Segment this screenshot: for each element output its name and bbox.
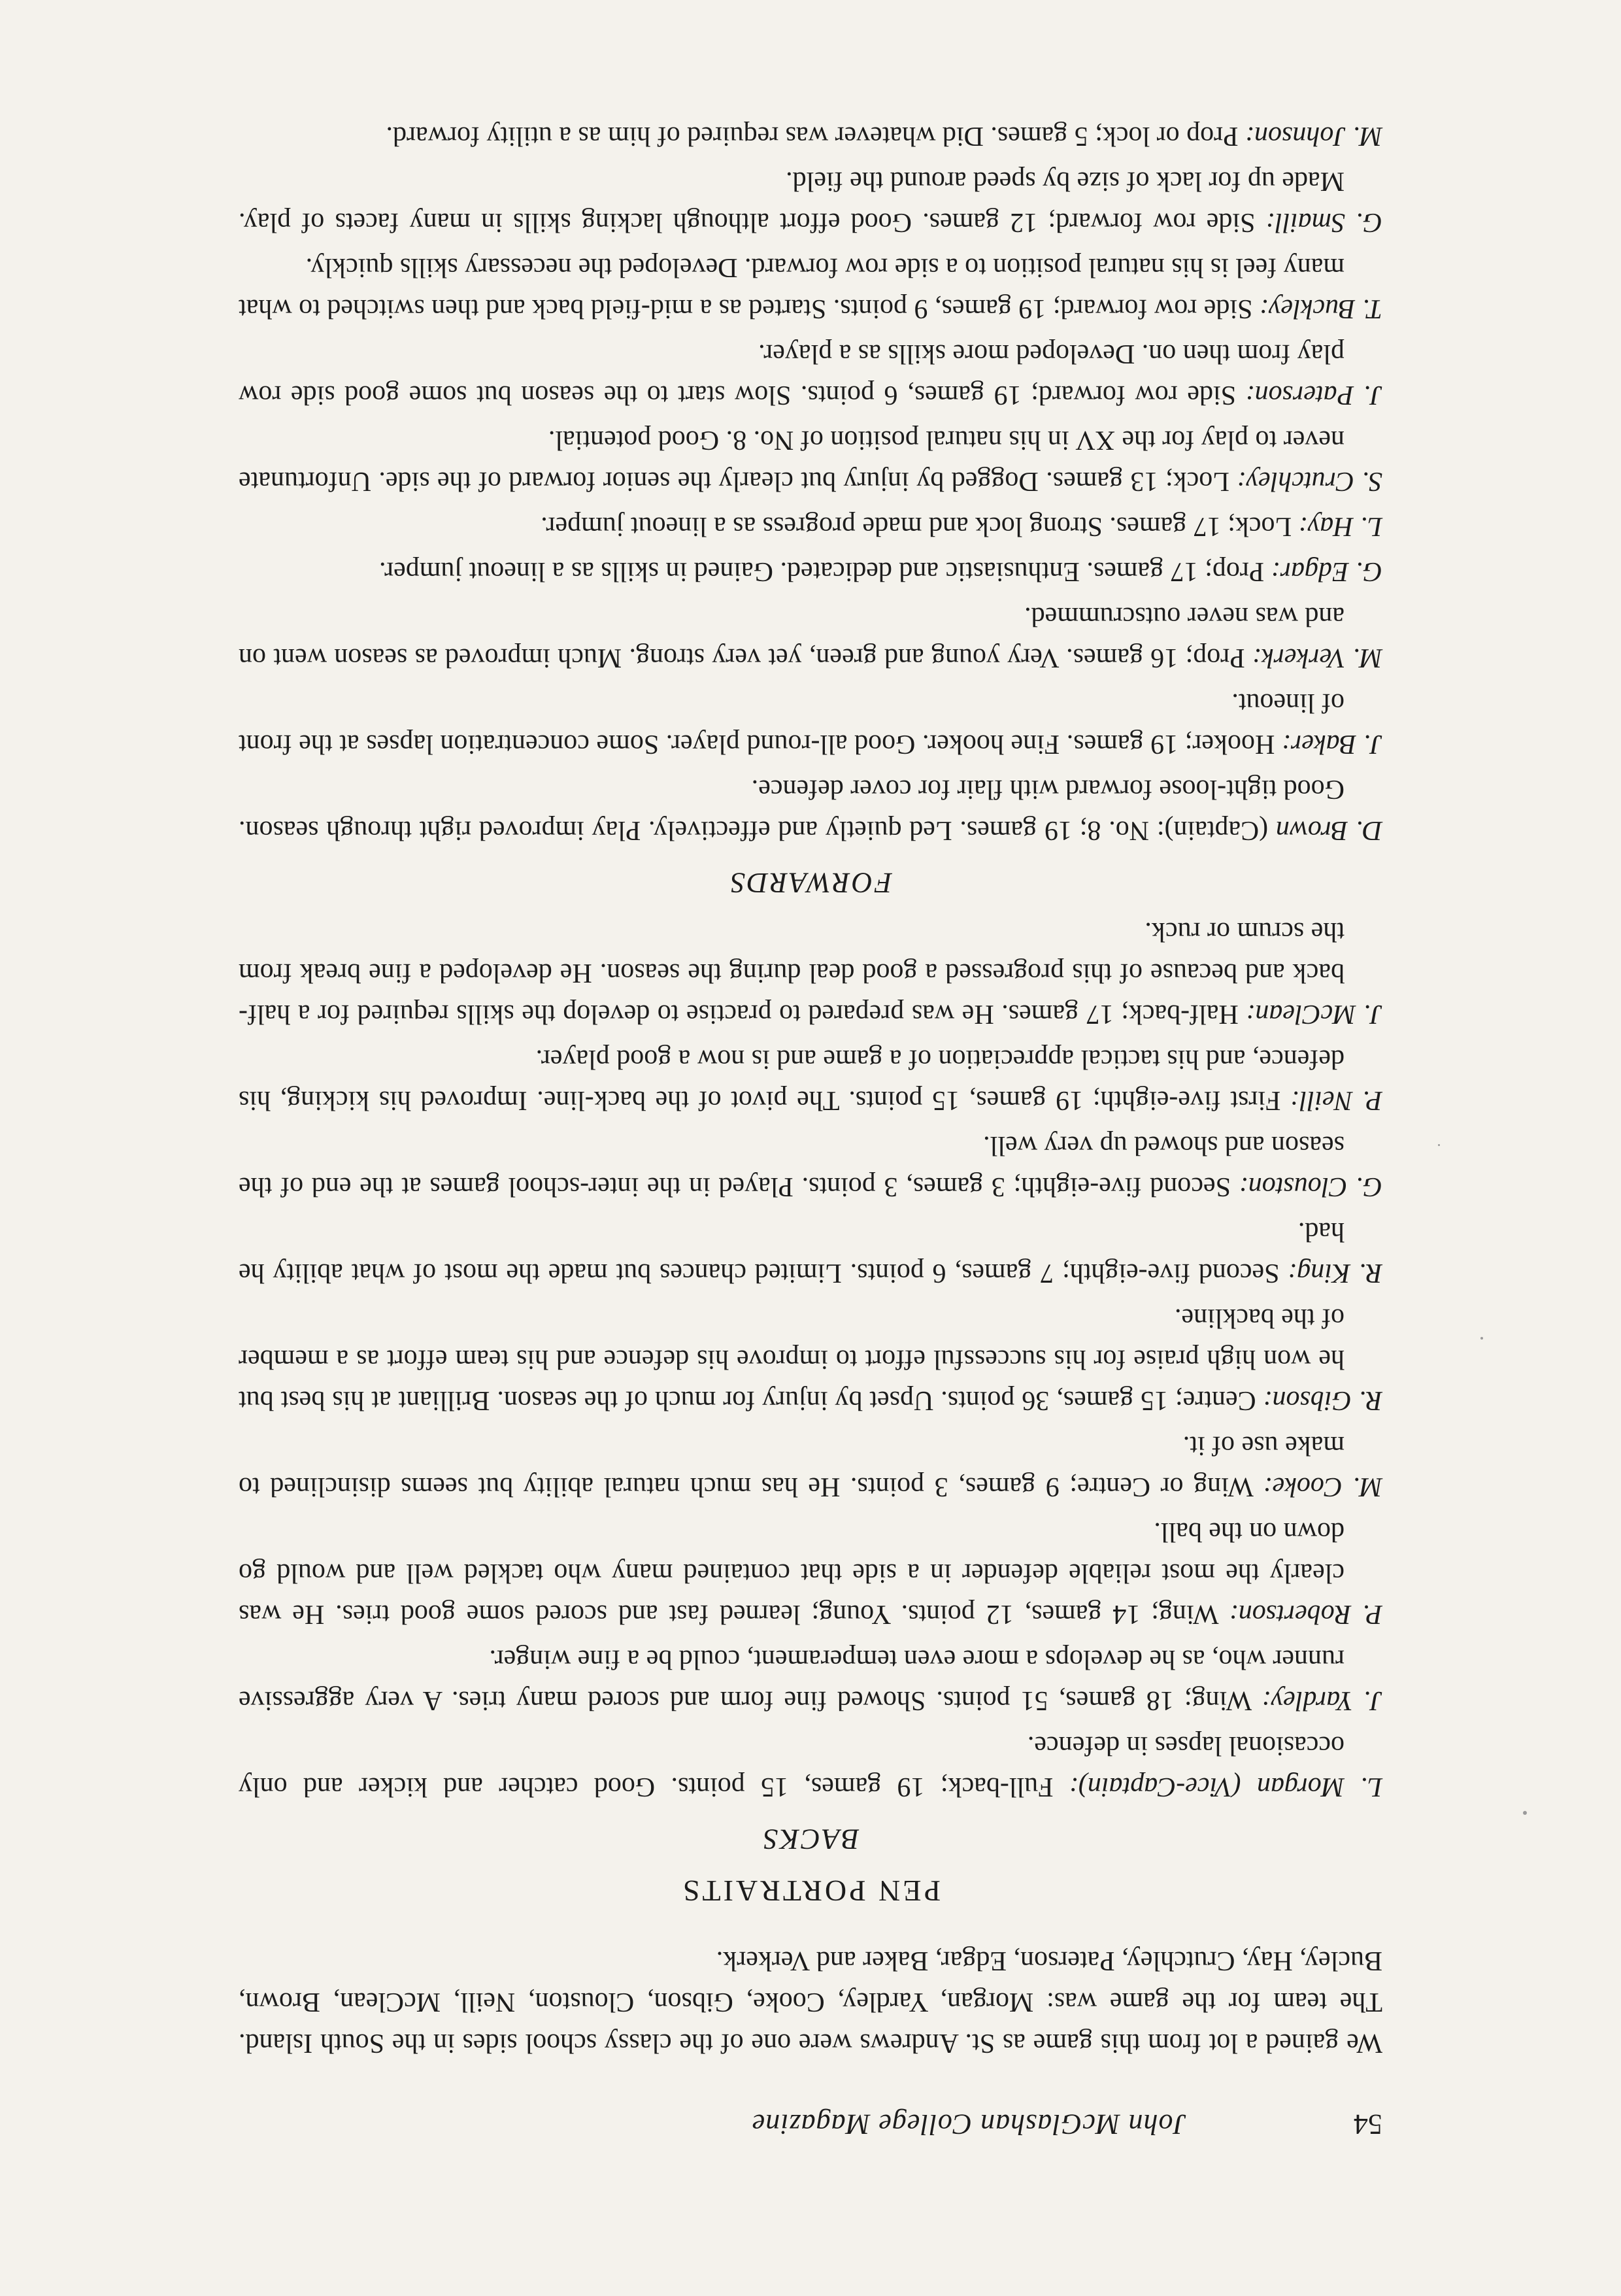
player-text: Wing; 14 games, 12 points. Young; learned fast and scored some good tries. He was clearly the most reliable defender in a side that contained many who tackled well and would go down on the ball. [239, 1517, 1345, 1629]
player-text: Prop; 17 games. Enthusiastic and dedicated. Gained in skills as a lineout jumper. [378, 556, 1271, 586]
player-entry [239, 768, 1382, 851]
section-title: PEN PORTRAITS [680, 1874, 941, 1908]
player-entry [239, 682, 1382, 764]
player-text: Prop; 16 games. Very young and green, yet very strong. Much improved as season went on and was never outscrummed. [239, 601, 1345, 673]
magazine-title: John McGlashan College Magazine [751, 2108, 1186, 2140]
page-header [239, 2102, 1382, 2146]
player-entry [239, 550, 1382, 592]
player-name: M. Verkerk: [1252, 643, 1382, 673]
player-name: P. Neill: [1290, 1085, 1382, 1115]
player-entry [239, 419, 1382, 501]
player-name: D. Brown [1275, 815, 1382, 845]
player-entry [239, 1638, 1382, 1721]
player-text: Half-back; 17 games. He was prepared to practise to develop the skills required for a half-back and because of this progressed a good deal during the season. He developed a fine break from the scrum or ruck. [239, 917, 1345, 1029]
player-text: Centre; 15 games, 36 points. Upset by injury for much of the season. Brilliant at his best but he won high praise for his successful effort to improve his defence and his team effort as a member of the backline. [239, 1303, 1345, 1415]
player-name: L. Hay: [1298, 511, 1382, 541]
player-name: G. Edgar: [1271, 556, 1382, 586]
player-entry [239, 1124, 1382, 1207]
player-entry [239, 505, 1382, 547]
player-text: Wing or Centre; 9 games, 3 points. He has much natural ability but seems disinclined to make use of it. [239, 1430, 1345, 1502]
player-entry [239, 1038, 1382, 1121]
player-text: Full-back; 19 games, 15 points. Good catcher and kicker and only occasional lapses in defence. [238, 1730, 1345, 1802]
scan-speck [1438, 1144, 1440, 1146]
player-text: Wing; 18 games, 51 points. Showed fine form and scored many tries. A very aggressive runner who, as he develops a more even temperament, could be a fine winger. [238, 1644, 1345, 1715]
player-entry [239, 1511, 1382, 1634]
player-name: J. Baker: [1281, 729, 1382, 759]
player-text: Side row forward; 12 games. Good effort although lacking skills in many facets of play. Made up for lack of size by speed around the field. [238, 166, 1345, 237]
player-entry [239, 1725, 1382, 1807]
player-entry [239, 596, 1382, 678]
player-text: Second five-eighth; 7 games, 6 points. Limited chances but made the most of what ability he had. [238, 1217, 1345, 1288]
player-text: Lock; 17 games. Strong lock and made progress as a lineout jumper. [541, 511, 1299, 541]
player-name: J. Paterson: [1245, 380, 1382, 410]
player-text: Lock; 13 games. Dogged by injury but clearly the senior forward of the side. Unfortunate never to play for the XV in his natural position of No. 8. Good potential. [239, 425, 1345, 496]
player-name: J. Yardley: [1262, 1685, 1382, 1715]
scan-speck [1523, 1811, 1527, 1815]
player-name: R. Gibson: [1263, 1385, 1382, 1415]
player-name: T. Buckley: [1259, 294, 1382, 324]
player-text: Side row forward; 19 games, 9 points. Started as a mid-field back and then switched to what many feel is his natural position to a side row forward. Developed the necessary skills quickly. [239, 252, 1345, 324]
player-name: G. Clouston: [1239, 1172, 1382, 1202]
player-name: S. Crutchley: [1237, 466, 1382, 496]
text-column [239, 111, 1382, 2146]
player-name: P. Robertson: [1229, 1599, 1382, 1629]
player-text: Prop or lock; 5 games. Did whatever was required of him as a utility forward. [386, 121, 1246, 151]
player-name: M. Johnson: [1245, 121, 1382, 151]
player-entry [239, 246, 1382, 329]
player-text: Hooker; 19 games. Fine hooker. Good all-round player. Some concentration lapses at the front of lineout. [239, 688, 1345, 759]
player-name: M. Cooke: [1263, 1472, 1382, 1502]
player-name: R. King: [1288, 1258, 1382, 1288]
player-entry [239, 1425, 1382, 1507]
player-text: Second five-eighth; 3 games, 3 points. Played in the inter-school games at the end of the season and showed up very well. [239, 1130, 1345, 1202]
backs-heading: BACKS [761, 1823, 860, 1855]
scan-speck [1480, 1337, 1483, 1340]
player-entry [239, 160, 1382, 243]
player-entry [239, 1211, 1382, 1293]
page-number: 54 [1354, 2108, 1382, 2140]
player-entry [239, 911, 1382, 1034]
player-name: J. McClean: [1246, 999, 1382, 1029]
player-name: L. Morgan (Vice-Captain): [1069, 1772, 1382, 1802]
player-text: Side row forward; 19 games, 6 points. Slow start to the season but some good side row play from then on. Developed more skills as a player. [239, 339, 1345, 410]
intro-paragraph: We gained a lot from this game as St. Andrews were one of the classy school sides in the South Island. The team for the game was: Morgan, Yardley, Cooke, Gibson, Clouston, Neill, McClean, Brown, Bucley, Hay, Crutchley, Paterson, Edgar, Baker and Verkerk. [239, 1946, 1382, 2058]
player-text: First five-eighth; 19 games, 15 points. The pivot of the back-line. Improved his kicking, his defence, and his tactical appreciation of a game and is now a good player. [239, 1044, 1345, 1115]
player-name: G. Smaill: [1265, 207, 1382, 237]
forwards-heading: FORWARDS [729, 867, 892, 899]
player-entry [239, 115, 1382, 156]
player-role: (Captain): [1156, 815, 1276, 845]
player-text: No. 8; 19 games. Led quietly and effectively. Play improved right through season. Good tight-loose forward with flair for cover defence. [238, 774, 1345, 845]
player-entry [239, 333, 1382, 415]
player-entry [239, 1297, 1382, 1421]
